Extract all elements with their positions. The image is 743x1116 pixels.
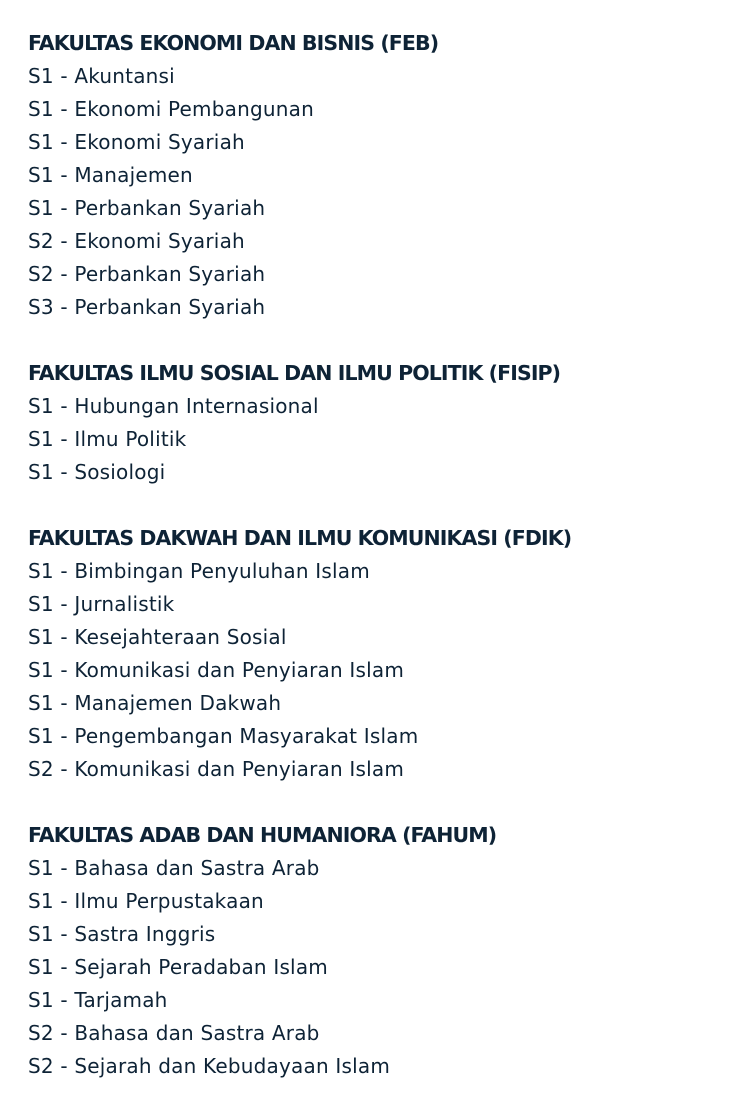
program-item: S2 - Ekonomi Syariah [28, 229, 245, 253]
faculty-section-fahum [28, 819, 733, 1083]
program-item: S2 - Perbankan Syariah [28, 262, 266, 286]
faculty-heading: FAKULTAS ADAB DAN HUMANIORA (FAHUM) [28, 823, 497, 847]
program-item: S2 - Bahasa dan Sastra Arab [28, 1021, 320, 1045]
faculty-section-feb [28, 27, 733, 324]
program-item: S1 - Ekonomi Syariah [28, 130, 245, 154]
program-item: S1 - Sastra Inggris [28, 922, 216, 946]
program-item: S1 - Jurnalistik [28, 592, 175, 616]
faculty-heading: FAKULTAS EKONOMI DAN BISNIS (FEB) [28, 31, 439, 55]
program-item: S1 - Perbankan Syariah [28, 196, 266, 220]
program-item: S1 - Bahasa dan Sastra Arab [28, 856, 320, 880]
program-item: S3 - Perbankan Syariah [28, 295, 266, 319]
program-item: S1 - Tarjamah [28, 988, 168, 1012]
program-item: S1 - Komunikasi dan Penyiaran Islam [28, 658, 405, 682]
program-item: S1 - Ilmu Politik [28, 427, 187, 451]
faculty-heading: FAKULTAS ILMU SOSIAL DAN ILMU POLITIK (FISIP) [28, 361, 561, 385]
program-item: S1 - Manajemen [28, 163, 193, 187]
program-item: S1 - Ilmu Perpustakaan [28, 889, 264, 913]
program-item: S1 - Sosiologi [28, 460, 166, 484]
program-item: S2 - Komunikasi dan Penyiaran Islam [28, 757, 405, 781]
program-item: S1 - Bimbingan Penyuluhan Islam [28, 559, 370, 583]
faculty-section-fdik [28, 522, 733, 786]
program-item: S2 - Sejarah dan Kebudayaan Islam [28, 1054, 391, 1078]
program-item: S1 - Manajemen Dakwah [28, 691, 282, 715]
program-item: S1 - Pengembangan Masyarakat Islam [28, 724, 419, 748]
program-item: S1 - Sejarah Peradaban Islam [28, 955, 328, 979]
program-item: S1 - Ekonomi Pembangunan [28, 97, 314, 121]
program-item: S1 - Kesejahteraan Sosial [28, 625, 287, 649]
program-item: S1 - Hubungan Internasional [28, 394, 319, 418]
faculty-heading: FAKULTAS DAKWAH DAN ILMU KOMUNIKASI (FDIK) [28, 526, 572, 550]
program-item: S1 - Akuntansi [28, 64, 175, 88]
faculty-program-list [28, 27, 733, 1116]
faculty-section-fisip [28, 357, 733, 489]
